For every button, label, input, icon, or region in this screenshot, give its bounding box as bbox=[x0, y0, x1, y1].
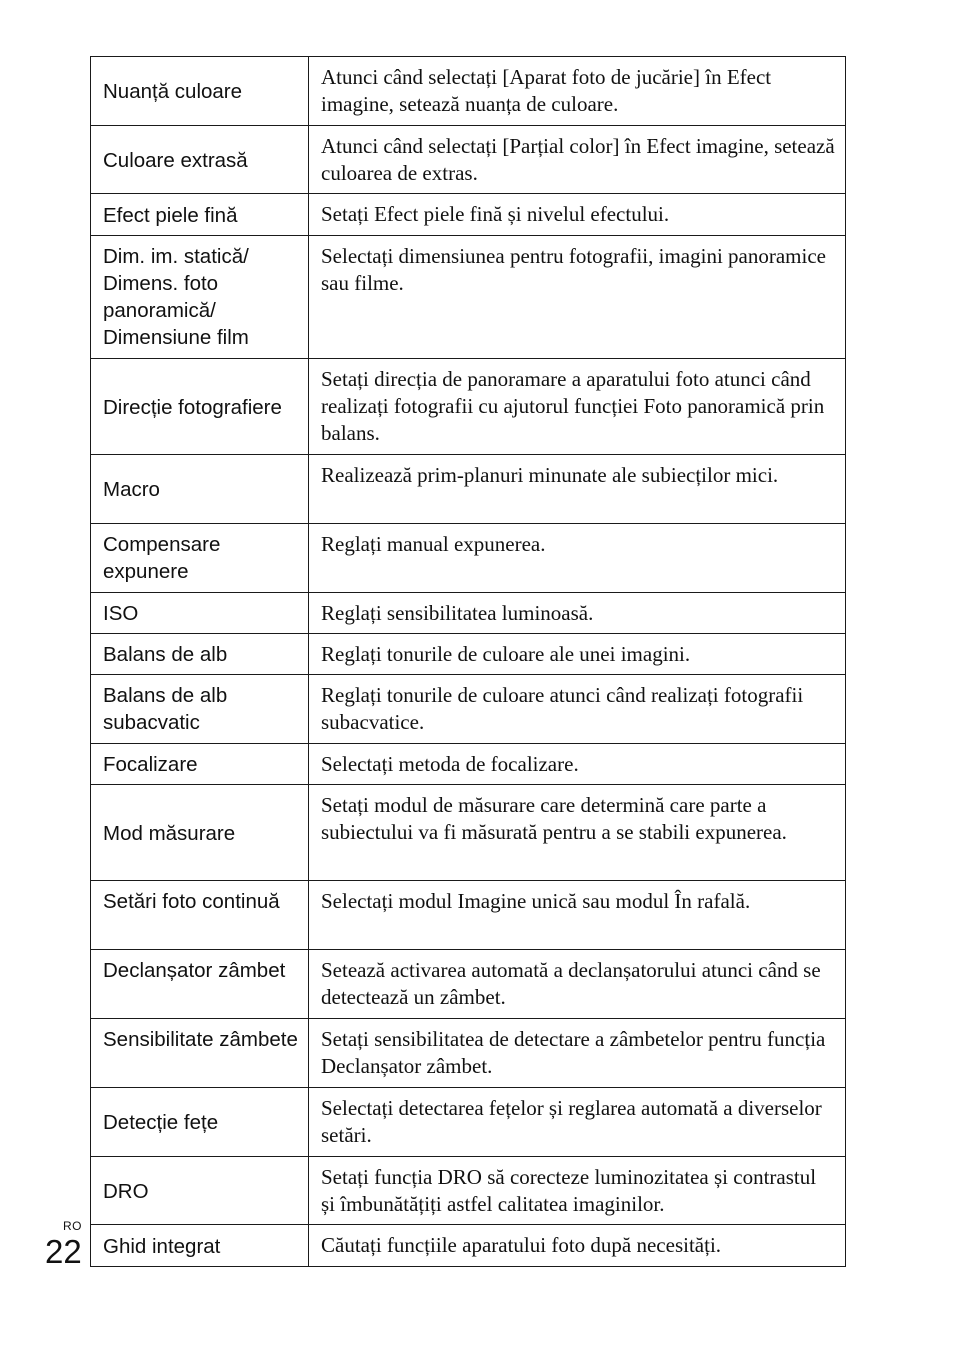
setting-description: Setați sensibilitatea de detectare a zâmbetelor pentru funcția Declanșator zâmbet. bbox=[309, 1019, 846, 1088]
table-row bbox=[91, 675, 846, 744]
setting-name: Compensare expunere bbox=[91, 524, 309, 593]
table-row bbox=[91, 194, 846, 236]
page-number: 22 bbox=[45, 1233, 82, 1270]
setting-description: Selectați metoda de focalizare. bbox=[309, 744, 846, 785]
setting-name: Balans de alb bbox=[91, 634, 309, 675]
table-row bbox=[91, 744, 846, 785]
settings-table bbox=[90, 56, 846, 1267]
table-row bbox=[91, 785, 846, 881]
setting-description: Selectați detectarea fețelor și reglarea automată a diverselor setări. bbox=[309, 1088, 846, 1157]
setting-name: Mod măsurare bbox=[91, 785, 309, 881]
table-row bbox=[91, 126, 846, 194]
setting-description: Setați Efect piele fină și nivelul efectului. bbox=[309, 194, 846, 236]
table-row bbox=[91, 1157, 846, 1225]
setting-name: ISO bbox=[91, 593, 309, 634]
table-row bbox=[91, 1225, 846, 1267]
setting-description: Atunci când selectați [Parțial color] în Efect imagine, setează culoarea de extras. bbox=[309, 126, 846, 194]
setting-name: Balans de alb subacvatic bbox=[91, 675, 309, 744]
setting-name: Declanșator zâmbet bbox=[91, 950, 309, 1019]
table-row bbox=[91, 1088, 846, 1157]
setting-description: Setați funcția DRO să corecteze luminozitatea și contrastul și îmbunătățiți astfel calitatea imaginilor. bbox=[309, 1157, 846, 1225]
setting-description: Atunci când selectați [Aparat foto de jucărie] în Efect imagine, setează nuanța de culoare. bbox=[309, 57, 846, 126]
table-row bbox=[91, 455, 846, 524]
table-row bbox=[91, 950, 846, 1019]
setting-name: Focalizare bbox=[91, 744, 309, 785]
setting-name: Ghid integrat bbox=[91, 1225, 309, 1267]
table-row bbox=[91, 236, 846, 359]
setting-description: Căutați funcțiile aparatului foto după necesități. bbox=[309, 1225, 846, 1267]
settings-table-container bbox=[90, 56, 845, 1267]
setting-name: Dim. im. statică/ Dimens. foto panoramică/ Dimensiune film bbox=[91, 236, 309, 359]
table-row bbox=[91, 524, 846, 593]
setting-name: Macro bbox=[91, 455, 309, 524]
setting-description: Setează activarea automată a declanșatorului atunci când se detectează un zâmbet. bbox=[309, 950, 846, 1019]
setting-name: Nuanță culoare bbox=[91, 57, 309, 126]
setting-name: Setări foto continuă bbox=[91, 881, 309, 950]
language-code: RO bbox=[63, 1219, 82, 1233]
table-row bbox=[91, 1019, 846, 1088]
setting-description: Reglați tonurile de culoare ale unei imagini. bbox=[309, 634, 846, 675]
setting-description: Reglați sensibilitatea luminoasă. bbox=[309, 593, 846, 634]
setting-name: Detecție fețe bbox=[91, 1088, 309, 1157]
setting-description: Setați modul de măsurare care determină care parte a subiectului va fi măsurată pentru a se stabili expunerea. bbox=[309, 785, 846, 881]
table-row bbox=[91, 634, 846, 675]
table-row bbox=[91, 57, 846, 126]
table-row bbox=[91, 881, 846, 950]
setting-name: Direcție fotografiere bbox=[91, 359, 309, 455]
setting-description: Realizează prim-planuri minunate ale subiecților mici. bbox=[309, 455, 846, 524]
setting-name: Culoare extrasă bbox=[91, 126, 309, 194]
setting-description: Reglați manual expunerea. bbox=[309, 524, 846, 593]
setting-name: DRO bbox=[91, 1157, 309, 1225]
setting-description: Reglați tonurile de culoare atunci când realizați fotografii subacvatice. bbox=[309, 675, 846, 744]
setting-name: Sensibilitate zâmbete bbox=[91, 1019, 309, 1088]
table-row bbox=[91, 593, 846, 634]
setting-description: Selectați modul Imagine unică sau modul În rafală. bbox=[309, 881, 846, 950]
table-row bbox=[91, 359, 846, 455]
setting-name: Efect piele fină bbox=[91, 194, 309, 236]
setting-description: Selectați dimensiunea pentru fotografii, imagini panoramice sau filme. bbox=[309, 236, 846, 359]
setting-description: Setați direcția de panoramare a aparatului foto atunci când realizați fotografii cu ajutorul funcției Foto panoramică prin balans. bbox=[309, 359, 846, 455]
